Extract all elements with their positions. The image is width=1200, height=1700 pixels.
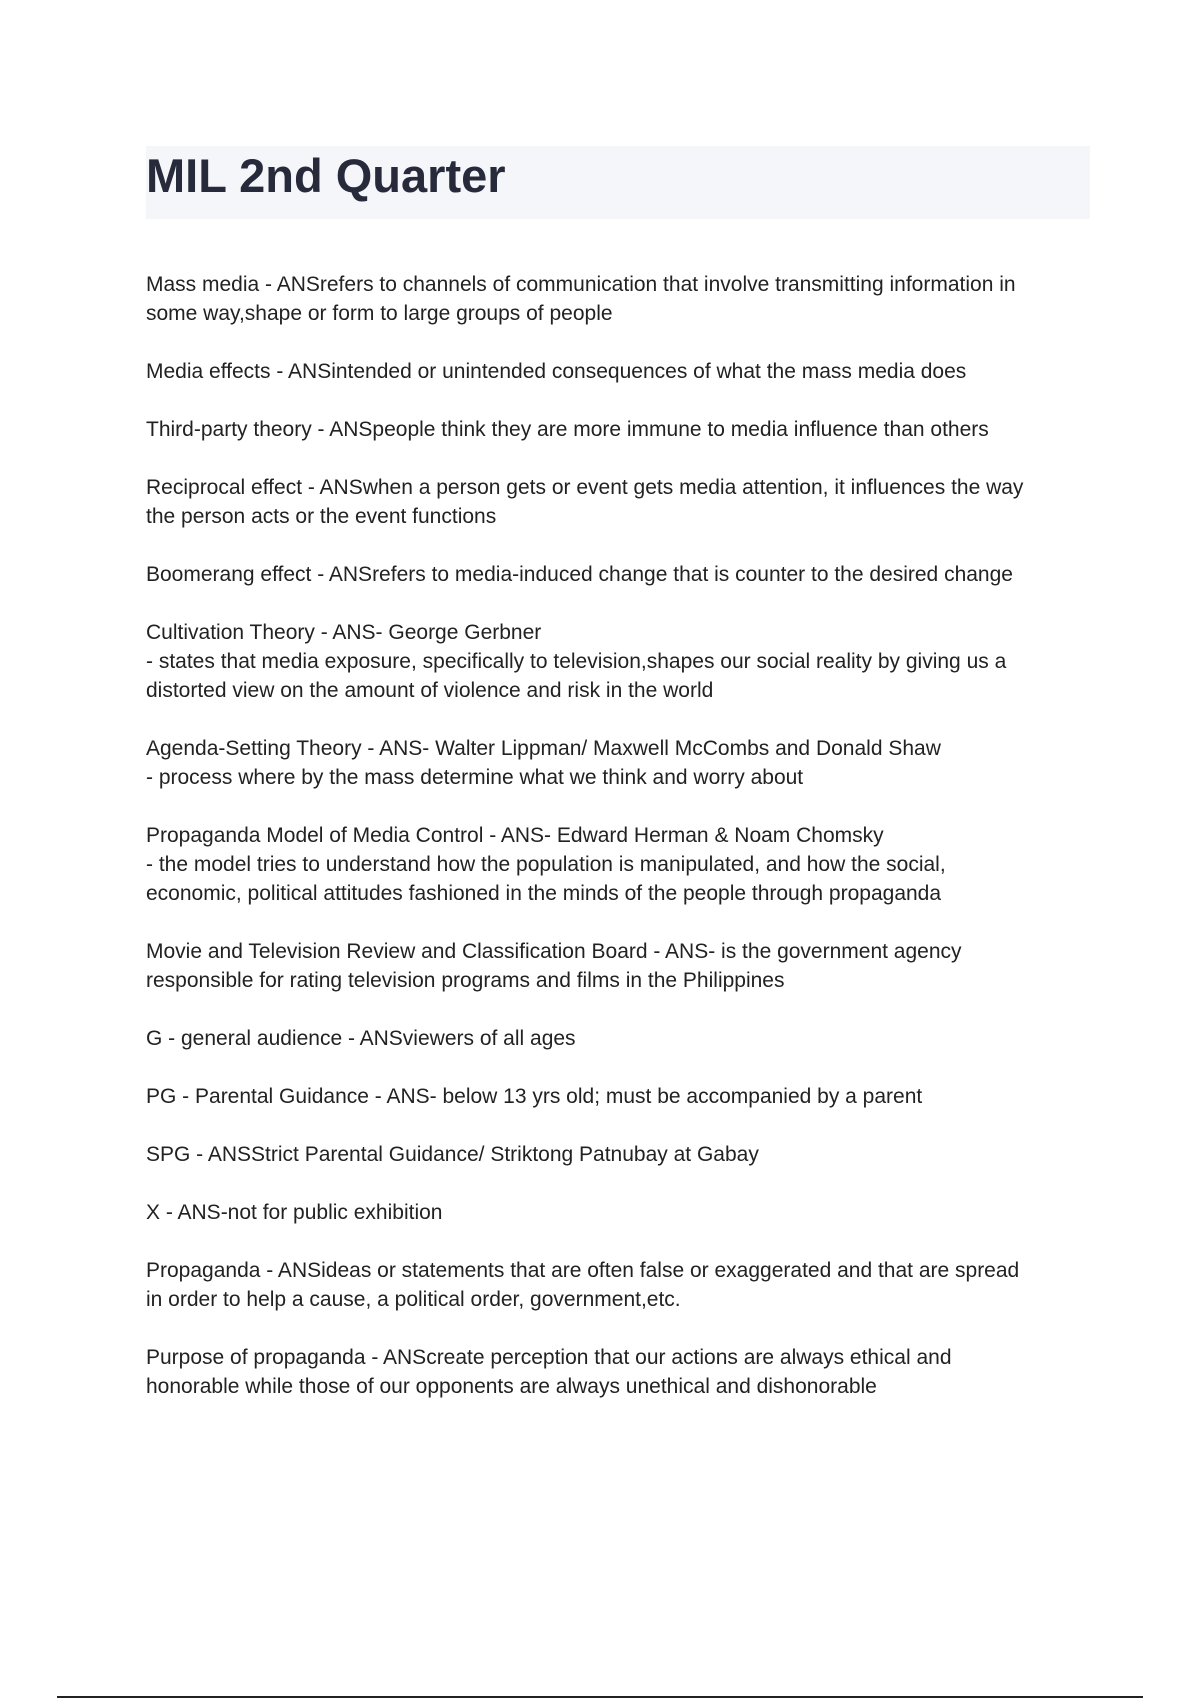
definition-line: Purpose of propaganda - ANScreate perception that our actions are always ethical and	[146, 1346, 952, 1369]
definition-line: the person acts or the event functions	[146, 505, 497, 528]
definition-entry	[146, 1140, 1090, 1169]
definition-entry	[146, 1343, 1090, 1401]
definition-entry	[146, 1256, 1090, 1314]
definition-line: in order to help a cause, a political order, government,etc.	[146, 1288, 681, 1311]
definition-line: Boomerang effect - ANSrefers to media-induced change that is counter to the desired change	[146, 563, 1013, 586]
page-title: MIL 2nd Quarter	[146, 149, 506, 202]
definition-entry	[146, 560, 1090, 589]
definition-line: some way,shape or form to large groups of people	[146, 302, 613, 325]
definition-entry	[146, 1082, 1090, 1111]
definition-line: economic, political attitudes fashioned in the minds of the people through propaganda	[146, 882, 942, 905]
definition-line: Propaganda Model of Media Control - ANS- Edward Herman & Noam Chomsky	[146, 824, 884, 847]
definition-line: - process where by the mass determine what we think and worry about	[146, 766, 804, 789]
definition-entry	[146, 415, 1090, 444]
definition-line: Media effects - ANSintended or unintended consequences of what the mass media does	[146, 360, 967, 383]
definition-line: Third-party theory - ANSpeople think they are more immune to media influence than others	[146, 418, 989, 441]
definition-line: G - general audience - ANSviewers of all ages	[146, 1027, 576, 1050]
definition-entry	[146, 270, 1090, 328]
definition-entry	[146, 473, 1090, 531]
definition-entry	[146, 357, 1090, 386]
definition-entry	[146, 937, 1090, 995]
definition-entry	[146, 1198, 1090, 1227]
definition-line: responsible for rating television programs and films in the Philippines	[146, 969, 785, 992]
definition-line: Propaganda - ANSideas or statements that are often false or exaggerated and that are spread	[146, 1259, 1020, 1282]
definition-line: distorted view on the amount of violence and risk in the world	[146, 679, 714, 702]
definition-line: Mass media - ANSrefers to channels of communication that involve transmitting information in	[146, 273, 1016, 296]
definition-entry	[146, 618, 1090, 705]
definition-line: - states that media exposure, specifically to television,shapes our social reality by giving us a	[146, 650, 1007, 673]
definition-line: Cultivation Theory - ANS- George Gerbner	[146, 621, 542, 644]
footer-divider	[57, 1696, 1143, 1698]
definition-line: SPG - ANSStrict Parental Guidance/ Striktong Patnubay at Gabay	[146, 1143, 759, 1166]
definition-line: Reciprocal effect - ANSwhen a person gets or event gets media attention, it influences the way	[146, 476, 1024, 499]
definition-line: - the model tries to understand how the population is manipulated, and how the social,	[146, 853, 946, 876]
definition-list	[146, 270, 1090, 1430]
definition-line: Movie and Television Review and Classification Board - ANS- is the government agency	[146, 940, 962, 963]
definition-line: PG - Parental Guidance - ANS- below 13 yrs old; must be accompanied by a parent	[146, 1085, 923, 1108]
definition-entry	[146, 821, 1090, 908]
definition-line: X - ANS-not for public exhibition	[146, 1201, 443, 1224]
definition-line: honorable while those of our opponents are always unethical and dishonorable	[146, 1375, 877, 1398]
definition-entry	[146, 734, 1090, 792]
definition-line: Agenda-Setting Theory - ANS- Walter Lippman/ Maxwell McCombs and Donald Shaw	[146, 737, 941, 760]
definition-entry	[146, 1024, 1090, 1053]
